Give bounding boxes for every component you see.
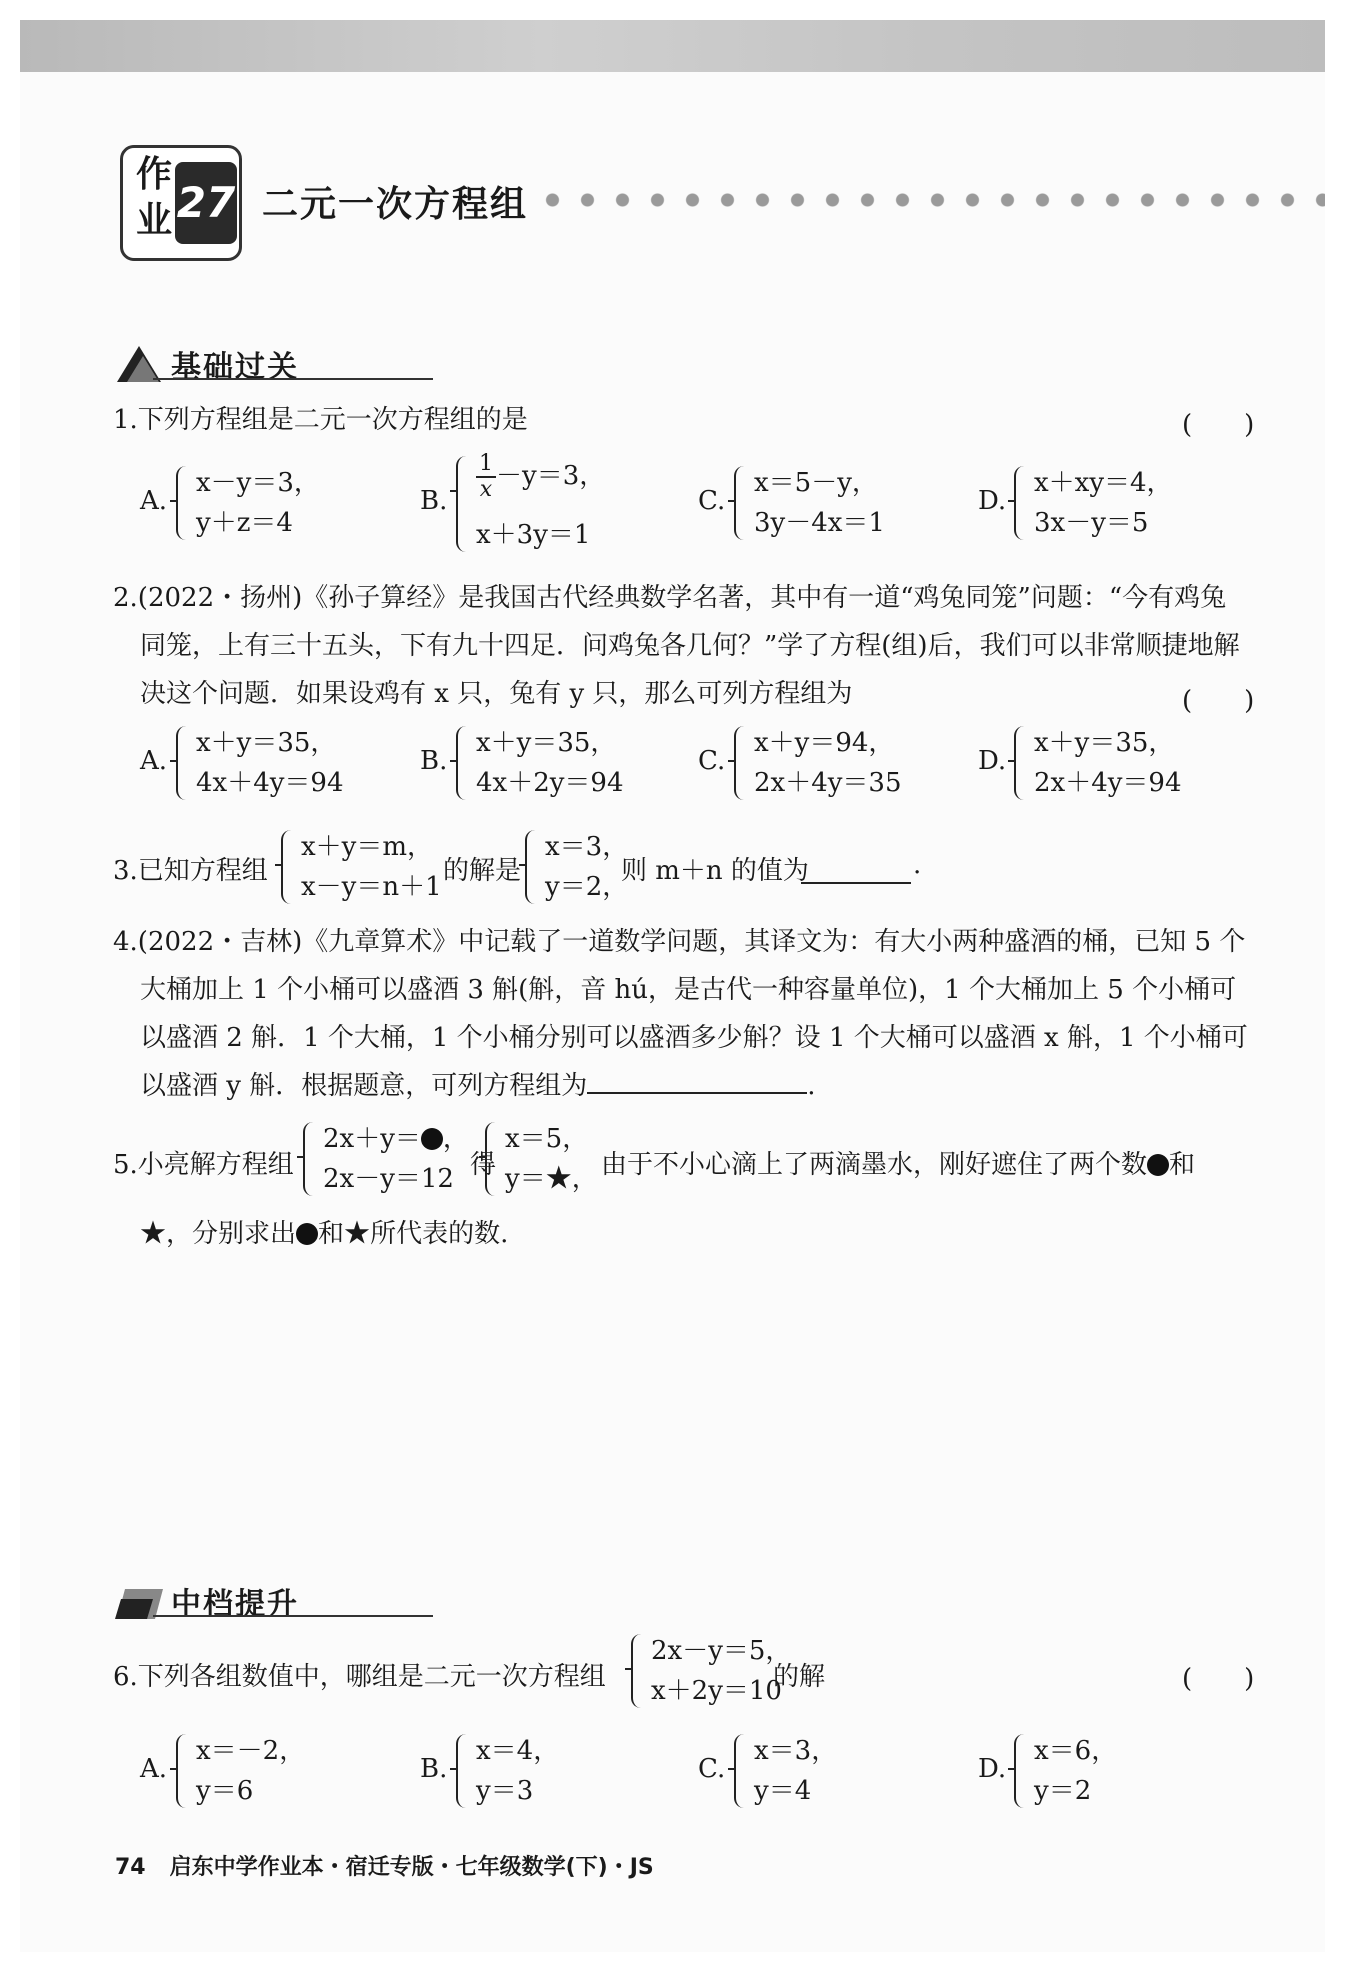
- question-6-pre: 6.下列各组数值中，哪组是二元一次方程组: [113, 1662, 606, 1692]
- equation-line: 3y－4x＝1: [754, 508, 885, 538]
- option-label: C.: [698, 746, 726, 776]
- section-middle-header: [113, 1575, 443, 1625]
- equation-line: x＋y＝94，: [754, 728, 895, 758]
- brace: [176, 726, 190, 800]
- question-2-option-c[interactable]: [698, 722, 958, 818]
- page-footer: [115, 1850, 654, 1881]
- equation-line: x＋y＝m，: [301, 832, 434, 862]
- brace: [456, 726, 470, 800]
- question-4-line-1: 4.(2022・吉林)《九章算术》中记载了一道数学问题，其译文为：有大小两种盛酒的桶，已知 5 个: [113, 927, 1246, 957]
- question-2-answer-paren[interactable]: ( ): [1182, 686, 1255, 716]
- equation-line: 2x＋y＝ ，: [323, 1124, 469, 1154]
- equation-line: x＝3，: [754, 1736, 838, 1766]
- equation-line: y＝4: [754, 1776, 812, 1806]
- option-label: C.: [698, 486, 726, 516]
- equation-line: x＋y＝35，: [1034, 728, 1175, 758]
- equation-line: y＝2，: [545, 872, 629, 902]
- equation-line: x＝6，: [1034, 1736, 1118, 1766]
- question-2-line-2: 同笼，上有三十五头，下有九十四足．问鸡兔各几何？”学了方程(组)后，我们可以非常顺捷地解: [140, 631, 1240, 661]
- equation-line: x＋2y＝10: [651, 1676, 782, 1706]
- badge-label: 作业: [135, 154, 172, 241]
- section-underline: [153, 378, 433, 380]
- equation-line: x－y＝3，: [196, 468, 320, 498]
- brace: [456, 1734, 470, 1808]
- option-label: B.: [420, 746, 448, 776]
- question-5-answer-space[interactable]: [140, 1270, 1270, 1570]
- equation-line: y＝2: [1034, 1776, 1092, 1806]
- brace: [456, 456, 470, 552]
- equation-line: x＝5，: [505, 1124, 589, 1154]
- option-label: D.: [978, 746, 1007, 776]
- equation-line: x＝5－y，: [754, 468, 878, 498]
- equation-line: 4x＋4y＝94: [196, 768, 344, 798]
- ink-dot-icon: [1147, 1154, 1169, 1176]
- ink-dot-icon: [421, 1128, 443, 1150]
- ink-star-icon: ★: [140, 1219, 167, 1249]
- equation-line: 2x＋4y＝35: [754, 768, 902, 798]
- brace: [1014, 1734, 1028, 1808]
- ink-star-icon: ★: [344, 1219, 371, 1249]
- top-scan-band: [20, 20, 1325, 72]
- question-2-line-1: 2.(2022・扬州)《孙子算经》是我国古代经典数学名著，其中有一道“鸡兔同笼”问题：“今有鸡兔: [113, 583, 1227, 613]
- question-3-end: .: [913, 850, 922, 880]
- equation-line: y＝★，: [505, 1164, 598, 1194]
- question-3-answer-blank[interactable]: [801, 852, 911, 884]
- option-label: A.: [140, 746, 168, 776]
- title-dot-leader: [535, 192, 1325, 208]
- brace: [1014, 726, 1028, 800]
- question-1-option-d[interactable]: [978, 462, 1238, 558]
- question-2-option-a[interactable]: [140, 722, 400, 818]
- question-3: [113, 826, 1213, 916]
- question-4-line-4: [140, 1062, 815, 1110]
- question-6-post: 的解: [773, 1662, 826, 1692]
- question-4-end: .: [807, 1071, 816, 1101]
- brace: [176, 1734, 190, 1808]
- question-6-answer-paren[interactable]: ( ): [1182, 1664, 1255, 1694]
- question-1-answer-paren[interactable]: ( ): [1182, 410, 1255, 440]
- brace: [303, 1122, 317, 1196]
- equation-line: $\frac{1}{x}$ －y＝3，: [476, 452, 605, 502]
- section-underline: [153, 1615, 433, 1617]
- brace: [281, 830, 295, 904]
- brace: [485, 1122, 499, 1196]
- equation-line: 4x＋2y＝94: [476, 768, 624, 798]
- question-2-option-b[interactable]: [420, 722, 680, 818]
- equation-line: x＋3y＝1: [476, 520, 591, 550]
- brace: [1014, 466, 1028, 540]
- brace: [734, 466, 748, 540]
- question-5-post: 由于不小心滴上了两滴墨水，刚好遮住了两个数 和: [601, 1150, 1196, 1180]
- page-number: 74: [115, 1855, 146, 1880]
- option-label: B.: [420, 1754, 448, 1784]
- option-label: C.: [698, 1754, 726, 1784]
- section-basic-header: [113, 338, 443, 388]
- page-title: 二元一次方程组: [262, 184, 529, 225]
- homework-badge: [120, 145, 242, 261]
- equation-line: x＝－2，: [196, 1736, 306, 1766]
- question-4-text: 以盛酒 y 斛．根据题意，可列方程组为: [140, 1071, 588, 1101]
- question-6-option-d[interactable]: [978, 1730, 1238, 1826]
- option-label: B.: [420, 486, 448, 516]
- question-3-post: 则 m＋n 的值为: [621, 856, 809, 886]
- question-1-option-b[interactable]: [420, 452, 680, 562]
- question-4-answer-blank[interactable]: [587, 1064, 807, 1094]
- equation-line: x－y＝n＋1: [301, 872, 442, 902]
- question-3-pre: 3.已知方程组: [113, 856, 268, 886]
- equation-line: y＋z＝4: [196, 508, 293, 538]
- question-6-option-a[interactable]: [140, 1730, 400, 1826]
- question-5: [113, 1118, 1273, 1214]
- ink-dot-icon: [296, 1223, 318, 1245]
- option-label: A.: [140, 486, 168, 516]
- brace: [176, 466, 190, 540]
- section-basic-label: 基础过关: [171, 350, 299, 385]
- question-6-option-c[interactable]: [698, 1730, 958, 1826]
- brace: [734, 726, 748, 800]
- fraction: $\frac{1}{x}$: [476, 452, 496, 502]
- question-4-line-3: 以盛酒 2 斛．1 个大桶，1 个小桶分别可以盛酒多少斛？设 1 个大桶可以盛酒 x 斛，1 个小桶可: [140, 1023, 1248, 1053]
- question-3-mid: 的解是: [443, 856, 522, 886]
- equation-line: x＋y＝35，: [476, 728, 617, 758]
- brace: [631, 1634, 645, 1708]
- question-5-mid: 得: [470, 1150, 497, 1180]
- footer-book-title: 启东中学作业本・宿迁专版・七年级数学(下)・JS: [169, 1855, 654, 1880]
- equation-line: y＝3: [476, 1776, 534, 1806]
- question-2-line-3: 决这个问题．如果设鸡有 x 只，兔有 y 只，那么可列方程组为: [140, 679, 853, 709]
- brace: [525, 830, 539, 904]
- equation-line: x＝3，: [545, 832, 629, 862]
- question-5-pre: 5.小亮解方程组: [113, 1150, 294, 1180]
- question-5-line-2: ★，分别求出 和★所代表的数.: [140, 1219, 509, 1249]
- equation-line: x＝4，: [476, 1736, 560, 1766]
- question-1-option-c[interactable]: [698, 462, 958, 558]
- equation-line: y＝6: [196, 1776, 254, 1806]
- question-6: [113, 1630, 1273, 1726]
- badge-number: 27: [175, 162, 237, 244]
- equation-line: x＋y＝35，: [196, 728, 337, 758]
- question-1-stem: 1.下列方程组是二元一次方程组的是: [113, 405, 528, 435]
- question-6-option-b[interactable]: [420, 1730, 680, 1826]
- equation-line: 2x－y＝12: [323, 1164, 454, 1194]
- equation-line: 3x－y＝5: [1034, 508, 1149, 538]
- brace: [734, 1734, 748, 1808]
- equation-line: 2x＋4y＝94: [1034, 768, 1182, 798]
- option-label: D.: [978, 1754, 1007, 1784]
- option-label: D.: [978, 486, 1007, 516]
- option-label: A.: [140, 1754, 168, 1784]
- equation-line: x＋xy＝4，: [1034, 468, 1173, 498]
- question-4-line-2: 大桶加上 1 个小桶可以盛酒 3 斛(斛，音 hú，是古代一种容量单位)，1 个大桶加上 5 个小桶可: [140, 975, 1237, 1005]
- section-middle-label: 中档提升: [171, 1587, 299, 1622]
- equation-line: 2x－y＝5，: [651, 1636, 792, 1666]
- ink-star-icon: ★: [545, 1164, 572, 1194]
- question-1-option-a[interactable]: [140, 462, 400, 558]
- question-2-option-d[interactable]: [978, 722, 1238, 818]
